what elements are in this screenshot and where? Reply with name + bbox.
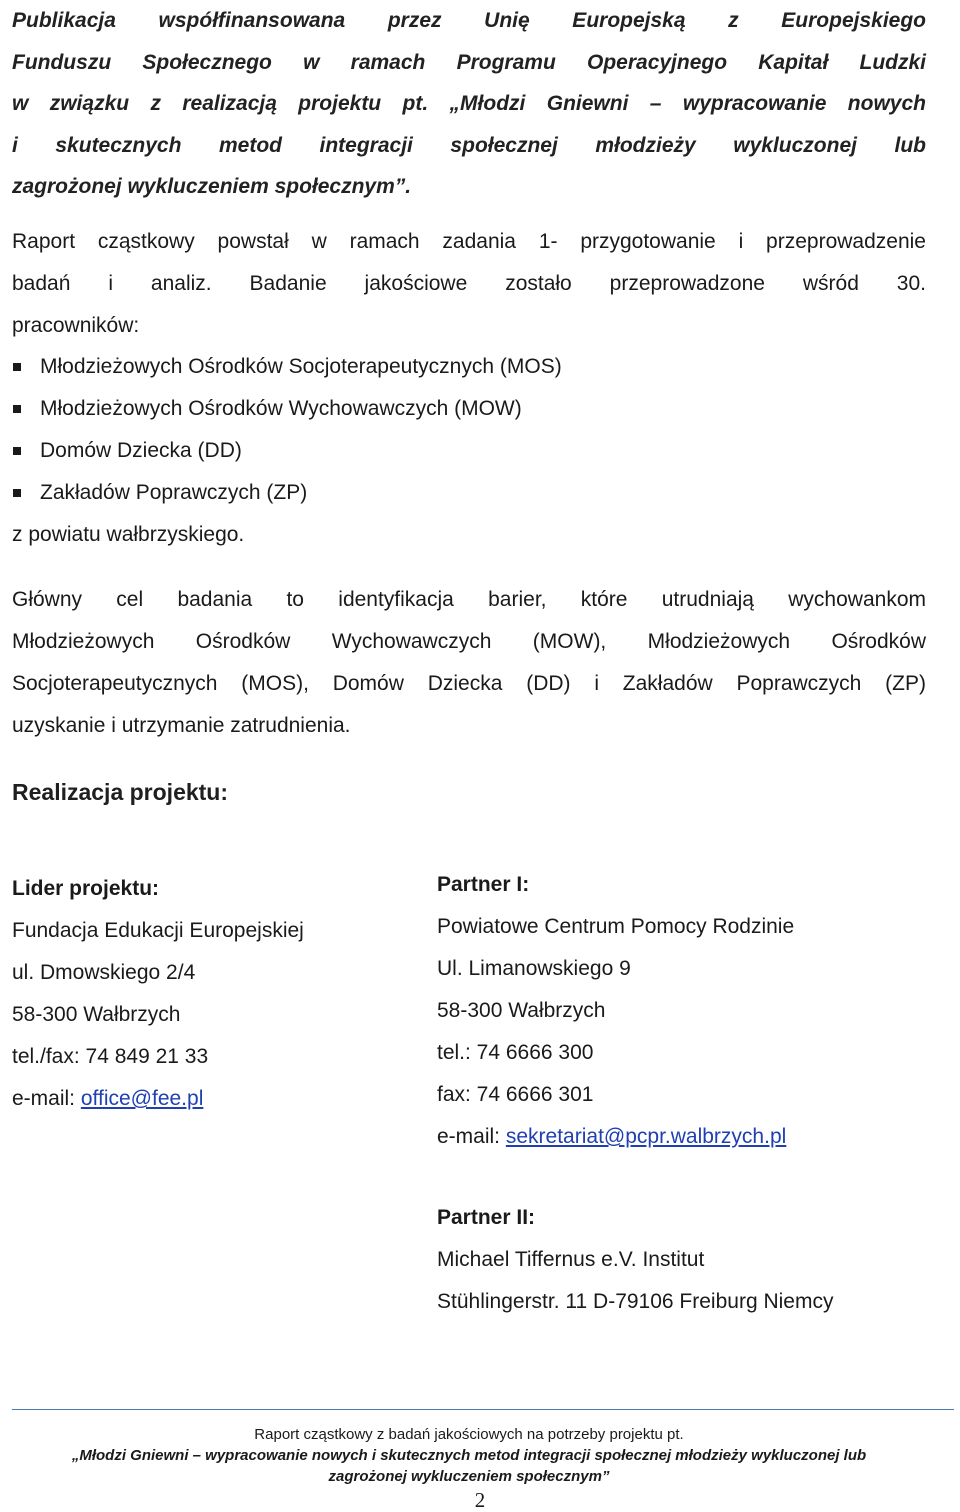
partner1-email-row — [437, 1116, 794, 1158]
footer-line: „Młodzi Gniewni – wypracowanie nowych i skutecznych metod integracji społecznej młodzieży wykluczonej lub — [71, 1447, 867, 1464]
partner2-block — [437, 1197, 833, 1323]
intro-line: w związku z realizacją projektu pt. „Młodzi Gniewni – wypracowanie nowych — [12, 92, 926, 115]
list-item-text: Domów Dziecka (DD) — [40, 439, 242, 462]
footer-line: zagrożonej wykluczeniem społecznym” — [328, 1468, 610, 1485]
list-item — [12, 472, 926, 514]
square-bullet-icon — [13, 447, 21, 455]
partner1-phone: tel.: 74 6666 300 — [437, 1041, 594, 1064]
goal-line: Socjoterapeutycznych (MOS), Domów Dziecka (DD) i Zakładów Poprawczych (ZP) — [12, 672, 926, 695]
intro-line: i skutecznych metod integracji społecznej młodzieży wykluczonej lub — [12, 133, 926, 157]
partner2-address: Stühlingerstr. 11 D-79106 Freiburg Niemcy — [437, 1290, 834, 1313]
list-item — [12, 346, 926, 388]
email-label: e-mail: — [12, 1087, 81, 1110]
lider-city: 58-300 Wałbrzych — [12, 1003, 181, 1026]
lider-phone: tel./fax: 74 849 21 33 — [12, 1045, 209, 1068]
list-item-text: Młodzieżowych Ośrodków Socjoterapeutycznych (MOS) — [40, 355, 562, 378]
partner1-fax: fax: 74 6666 301 — [437, 1083, 594, 1106]
partner1-heading: Partner I: — [437, 873, 530, 896]
lider-street: ul. Dmowskiego 2/4 — [12, 961, 196, 984]
partner1-street: Ul. Limanowskiego 9 — [437, 957, 631, 980]
goal-line: Młodzieżowych Ośrodków Wychowawczych (MOW), Młodzieżowych Ośrodków — [12, 630, 926, 653]
lider-name: Fundacja Edukacji Europejskiej — [12, 919, 304, 942]
partner2-heading: Partner II: — [437, 1206, 536, 1229]
lider-email-link[interactable]: office@fee.pl — [80, 1087, 204, 1110]
partner1-name: Powiatowe Centrum Pomocy Rodzinie — [437, 915, 795, 938]
intro-line: zagrożonej wykluczeniem społecznym”. — [12, 175, 412, 198]
partner1-block — [437, 864, 794, 1158]
lider-heading: Lider projektu: — [12, 877, 160, 900]
footer-divider — [12, 1409, 954, 1410]
lider-email-row — [12, 1078, 304, 1120]
raport-line: pracowników: — [12, 314, 140, 337]
goal-line: uzyskanie i utrzymanie zatrudnienia. — [12, 714, 351, 737]
list-item — [12, 430, 926, 472]
section-heading: Realizacja projektu: — [12, 779, 229, 805]
list-item — [12, 388, 926, 430]
goal-line: Główny cel badania to identyfikacja barier, które utrudniają wychowankom — [12, 588, 926, 611]
footer-line: Raport cząstkowy z badań jakościowych na potrzeby projektu pt. — [254, 1426, 684, 1443]
partner1-email-link[interactable]: sekretariat@pcpr.walbrzych.pl — [505, 1125, 787, 1148]
list-item-text: Młodzieżowych Ośrodków Wychowawczych (MOW) — [40, 397, 522, 420]
page-number: 2 — [474, 1488, 486, 1512]
page-footer — [12, 1424, 926, 1487]
square-bullet-icon — [13, 489, 21, 497]
raport-paragraph — [12, 221, 926, 347]
partner2-name: Michael Tiffernus e.V. Institut — [437, 1248, 705, 1271]
powiat-text: z powiatu wałbrzyskiego. — [12, 523, 245, 546]
raport-line: badań i analiz. Badanie jakościowe zostało przeprowadzone wśród 30. — [12, 272, 926, 295]
intro-line: Funduszu Społecznego w ramach Programu Operacyjnego Kapitał Ludzki — [12, 50, 926, 74]
intro-line: Publikacja współfinansowana przez Unię Europejską z Europejskiego — [12, 9, 926, 32]
partner1-city: 58-300 Wałbrzych — [437, 999, 606, 1022]
square-bullet-icon — [13, 363, 21, 371]
intro-paragraph — [12, 0, 926, 208]
list-item-text: Zakładów Poprawczych (ZP) — [40, 481, 308, 504]
email-label: e-mail: — [437, 1125, 506, 1148]
square-bullet-icon — [13, 405, 21, 413]
goal-paragraph — [12, 579, 926, 747]
lider-block — [12, 868, 304, 1120]
institution-list — [12, 346, 926, 514]
raport-line: Raport cząstkowy powstał w ramach zadania 1- przygotowanie i przeprowadzenie — [12, 230, 926, 253]
